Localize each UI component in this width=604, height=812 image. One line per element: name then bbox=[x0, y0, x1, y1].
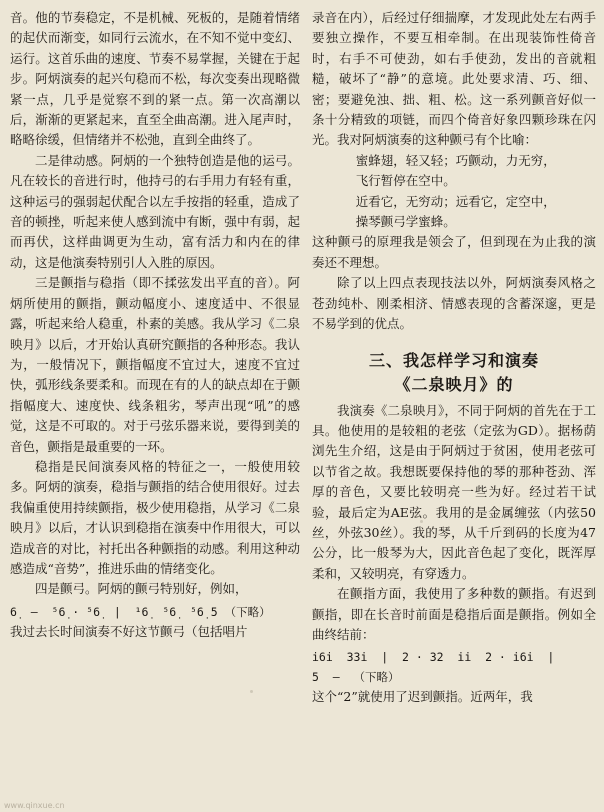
paragraph-instrument: 我演奏《二泉映月》，不同于阿炳的首先在于工具。他使用的是较粗的老弦（定弦为GD）。据杨荫浏先生介绍，这是由于阿炳过于贫困，使用老弦可以节省之故。我想既要保持他的琴的那种苍劲、浑厚的音色，又要比较明亮一些为好。经过若干试验，最后定为AE弦。我用的是金属缠弦（内弦50丝，外弦30丝）。我的琴，从千斤到码的长度为47公分，比一般琴为大，因此音色起了变化，既浑厚柔和，又较明亮，有穿透力。 bbox=[312, 402, 596, 581]
poem-line-2: 飞行暂停在空中。 bbox=[355, 173, 456, 189]
music-notation-ending: i6i 33i | 2 · 32 ii 2 · i6i | bbox=[312, 650, 555, 665]
paper-speck bbox=[420, 520, 423, 523]
section-heading bbox=[312, 349, 596, 397]
poem-line-3: 近看它，无穷动；远看它，定空中， bbox=[355, 193, 556, 209]
paragraph-tremolo-bow: 四是颤弓。阿炳的颤弓特别好，例如， bbox=[35, 581, 248, 597]
section-heading-line-2: 《二泉映月》的 bbox=[394, 374, 514, 394]
paragraph-late-vibrato: 在颤指方面，我使用了多种数的颤指。有迟到颤指，即在长音时前面是稳指后面是颤指。例如全曲终结前： bbox=[312, 586, 596, 642]
right-column bbox=[312, 8, 596, 708]
poem-line-1: 蜜蜂翅，轻又轻；巧颤动，力无穷， bbox=[355, 152, 556, 168]
paragraph-style: 除了以上四点表现技法以外，阿炳演奏风格之苍劲纯朴、刚柔相济、情感表现的含蓄深邃，更是不易学到的优点。 bbox=[312, 275, 596, 332]
paragraph-principle: 这种颤弓的原理我是领会了，但到现在为止我的演奏还不理想。 bbox=[312, 234, 596, 270]
section-heading-line-1: 三、我怎样学习和演奏 bbox=[368, 350, 539, 370]
paragraph-steady-finger: 稳指是民间演奏风格的特征之一，一般使用较多。阿炳的演奏，稳指与颤指的结合使用很好。过去我偏重使用持续颤指，极少使用稳指，从学习《二泉映月》以后，才认识到稳指在演奏中作用很大，可以造成音的对比，衬托出各种颤指的动感。利用这种动感造成“音势”，推进乐曲的情绪变化。 bbox=[10, 458, 300, 576]
paragraph-vibrato: 三是颤指与稳指（即不揉弦发出平直的音）。阿炳所使用的颤指，颤动幅度小、速度适中、不很显露，听起来给人稳重，朴素的美感。我从学习《二泉映月》以后，才开始认真研究颤指的各种形态。我认为，一般情况下，颤指幅度不宜过大，速度不宜过快，弧形线条要柔和。而现在有的人的缺点却在于颤指幅度大、速度快、线条粗劣，琴声出现“吼”的感觉，这是不可取的。对于弓弦乐器来说，要得到美的音色，颤指是最重要的一环。 bbox=[10, 275, 300, 454]
paragraph-rhythm: 二是律动感。阿炳的一个独特创造是他的运弓。凡在较长的音进行时，他持弓的右手用力有轻有重，这种运弓的强弱起伏配合以左手按指的轻重，造成了音的顿挫，听起来使人感到流中有断，强中有弱，起而再伏，这样曲调更为生动，富有活力和内在的律动，这是他演奏特别引人入胜的原因。 bbox=[10, 152, 300, 270]
poem-line-4: 操琴颤弓学蜜蜂。 bbox=[355, 214, 456, 230]
paragraph-left-end: 我过去长时间演奏不好这节颤弓（包括唱片 bbox=[10, 623, 248, 639]
left-column bbox=[10, 8, 300, 642]
paragraph-right-end: 这个“2”就使用了迟到颤指。近两年，我 bbox=[312, 689, 533, 705]
music-notation-ending-2: 5 — （下略） bbox=[312, 670, 400, 685]
paragraph-tempo: 音。他的节奏稳定，不是机械、死板的，是随着情绪的起伏而渐变，如同行云流水，在不知不觉中变幻、运行。这首乐曲的速度、节奏不易掌握，关键在于起步。阿炳演奏的起兴句稳而不松，每次变奏出现略微紧一点，几乎是觉察不到的紧一点。第一次高潮以后，渐渐的更紧起来，直至全曲高潮。进入尾声时，略略徐缓，但情绪并不松弛，直到全曲终了。 bbox=[10, 10, 300, 148]
music-notation-tremolo: 6̣ — ⁵6̣ · ⁵6̣ | ¹6̣ ⁵6̣ ⁵6̣ 5 （下略） bbox=[10, 604, 271, 619]
paragraph-recording: 录音在内），后经过仔细揣摩，才发现此处左右两手要独立操作，不要互相牵制。在出现装饰性倚音时，右手不可使劲，如右手使劲，发出的音就粗糙，破坏了“静”的意境。此处要求清、巧、细、密；要避免浊、拙、粗、松。这一系列颤音好似一条十分精致的项链，而四个倚音好象四颗珍珠在闪光。我对阿炳演奏的这种颤弓有个比喻： bbox=[312, 10, 596, 148]
watermark: www.qinxue.cn bbox=[4, 801, 65, 810]
paper-speck bbox=[120, 300, 123, 303]
paper-speck bbox=[250, 690, 253, 693]
